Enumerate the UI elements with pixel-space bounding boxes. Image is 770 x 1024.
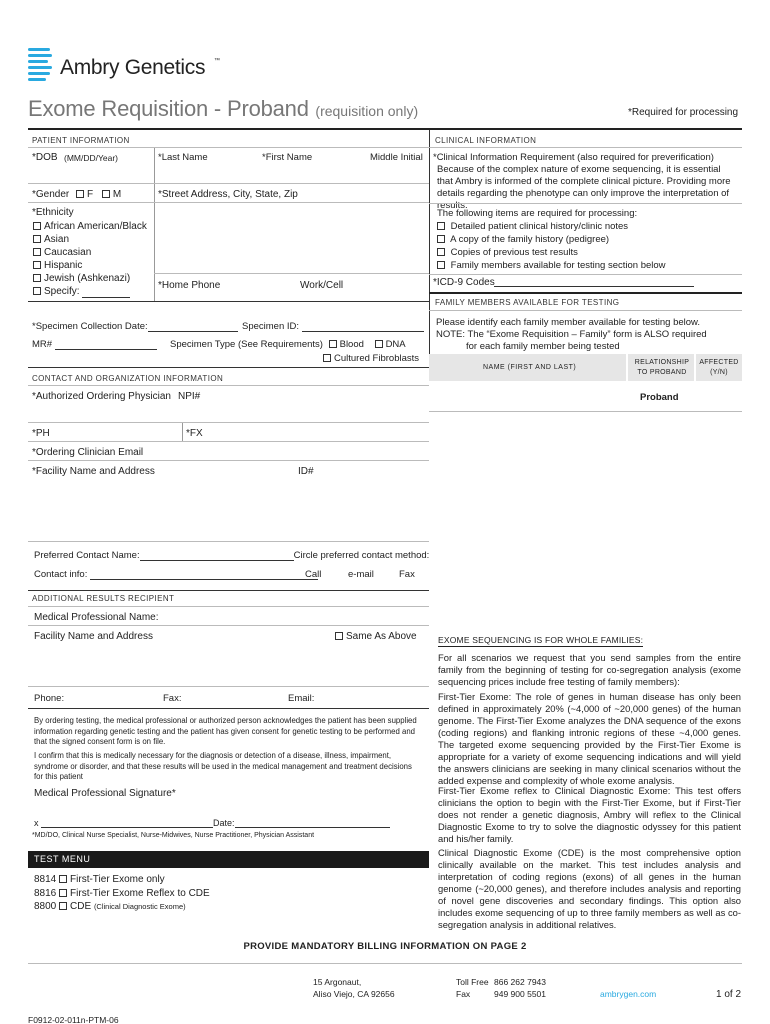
specimen-type-row: Specimen Type (See Requirements) Blood DNA	[170, 339, 406, 350]
home-phone-label: *Home Phone	[158, 280, 221, 291]
exome-reflex: First-Tier Exome reflex to Clinical Diagnostic Exome: This test offers clinicians the option to begin with the First-Tier Exome, but if First-Tier does not render a genetic diagnosis, Ambry will reflex to the Clinical Diagnostic Exome to try to solve the diagnostic odyssey for this patient and his/her family.	[438, 785, 742, 844]
ethnicity-list	[33, 220, 147, 298]
specimen-id-field[interactable]	[302, 331, 424, 332]
family-header: FAMILY MEMBERS AVAILABLE FOR TESTING	[435, 298, 620, 307]
clinical-header: CLINICAL INFORMATION	[435, 136, 537, 145]
form-id: F0912-02-011n-PTM-06	[28, 1015, 119, 1024]
gender-f-checkbox[interactable]	[76, 190, 84, 198]
physician-label: *Authorized Ordering Physician	[32, 391, 171, 402]
med-name-label: Medical Professional Name:	[34, 612, 159, 623]
test-option-8816[interactable]: 8816 First-Tier Exome Reflex to CDE	[34, 887, 210, 899]
proband-label: Proband	[640, 392, 679, 403]
icd-label: *ICD-9 Codes	[433, 277, 495, 288]
family-note2: for each family member being tested	[466, 341, 620, 352]
preferred-contact-row: Preferred Contact Name: Circle preferred contact method:	[34, 550, 430, 561]
col-affected: AFFECTED (Y/N)	[699, 359, 739, 376]
ethnicity-option[interactable]: Specify:	[33, 285, 147, 298]
ethnicity-option[interactable]: Caucasian	[33, 246, 147, 259]
signature-field[interactable]	[41, 827, 213, 828]
ethnicity-label: *Ethnicity	[32, 207, 74, 218]
additional-fax-label: Fax:	[163, 693, 182, 704]
preferred-contact-field[interactable]	[140, 560, 294, 561]
exome-heading: EXOME SEQUENCING IS FOR WHOLE FAMILIES:	[438, 635, 644, 645]
additional-facility-label: Facility Name and Address	[34, 631, 153, 642]
same-as-above[interactable]: Same As Above	[335, 631, 417, 642]
signature-footnote: *MD/DO, Clinical Nurse Specialist, Nurse-Midwives, Nurse Practitioner, Physician Assistant	[32, 832, 315, 839]
test-menu-header: TEST MENU	[28, 851, 429, 868]
fibroblasts-row[interactable]: Cultured Fibroblasts	[323, 353, 419, 364]
middle-initial-label: Middle Initial	[370, 152, 423, 163]
website-link[interactable]: ambrygen.com	[600, 989, 657, 999]
npi-label: NPI#	[178, 391, 201, 402]
billing-notice: PROVIDE MANDATORY BILLING INFORMATION ON PAGE 2	[243, 941, 527, 952]
icd-field[interactable]	[494, 275, 694, 287]
consent-text-1: By ordering testing, the medical professional or authorized person acknowledges the patient has been supplied information regarding genetic testing and the patient has given consent for genetic testing to be performed and that the signed consent form is on file.	[34, 716, 417, 746]
col-name: NAME (FIRST AND LAST)	[483, 364, 577, 371]
exome-cde: Clinical Diagnostic Exome (CDE) is the most comprehensive option clinically available on the market. This test includes analysis and interpretation of coding regions (exons) of all genes in the human genome (~20,000 genes), and therefore includes analysis and reporting of novel gene discoveries and secondary findings. This option also includes exome sequencing of up to three family members as well as co-segregation analysis in additional relatives.	[438, 847, 742, 930]
logo-text: Ambry Genetics	[60, 56, 206, 79]
fx-label: *FX	[186, 428, 203, 439]
collection-date-field[interactable]	[148, 331, 238, 332]
title-sub: (requisition only)	[315, 103, 419, 119]
ethnicity-option[interactable]: Jewish (Ashkenazi)	[33, 272, 147, 285]
ethnicity-option[interactable]: Asian	[33, 233, 147, 246]
signature-row: x Date:	[34, 818, 390, 828]
contact-email[interactable]: e-mail	[348, 569, 374, 580]
fax-number: 949 900 5501	[494, 989, 546, 999]
dna-checkbox[interactable]	[375, 340, 383, 348]
contact-fax[interactable]: Fax	[399, 569, 415, 580]
gender-m-checkbox[interactable]	[102, 190, 110, 198]
facility-label: *Facility Name and Address	[32, 466, 155, 477]
footer-address-1: 15 Argonaut,	[313, 977, 362, 987]
clinical-items-title: The following items are required for processing:	[437, 208, 638, 219]
family-line1: Please identify each family member available for testing below.	[436, 317, 701, 328]
contact-header: CONTACT AND ORGANIZATION INFORMATION	[32, 374, 224, 383]
page-title	[28, 96, 418, 122]
title-main: Exome Requisition - Proband	[28, 96, 309, 121]
required-note: *Required for processing	[628, 107, 739, 118]
consent-text-2: I confirm that this is medically necessary for the diagnosis or detection of a disease, illness, impairment, syndrome or disorder, and that these results will be used in the medical management and treatment decisions for this patient	[34, 751, 412, 781]
additional-phone-label: Phone:	[34, 693, 65, 704]
contact-info-row: Contact info:	[34, 569, 318, 580]
dob-label: *DOB	[32, 152, 58, 163]
col-relationship: RELATIONSHIP TO PROBAND	[634, 359, 690, 376]
logo-tm: ™	[214, 58, 220, 64]
additional-header: ADDITIONAL RESULTS RECIPIENT	[32, 594, 175, 603]
ethnicity-option[interactable]: Hispanic	[33, 259, 147, 272]
exome-intro: For all scenarios we request that you send samples from the entire family from the beginning of testing for co-segregation analysis (exome sequencing prices include free testing of family members):	[438, 652, 741, 687]
logo-mark-icon	[28, 46, 54, 82]
first-name-label: *First Name	[262, 152, 313, 163]
tollfree-number: 866 262 7943	[494, 977, 546, 987]
exome-first-tier: First-Tier Exome: The role of genes in human disease has only been defined in approximately 20% (~4,000 of ~20,000 genes) of the human genome. The First-Tier Exome analyzes the DNA sequence of the exons (coding regions) and flanking intronic regions of these ~4,000 genes. The targeted exome sequencing provided by the First-Tier Exome is appropriate for a variety of exome sequencing indications and will yield the answers clinicians are seeking in many clinical scenarios without the added expense and complexity of whole exome analysis.	[438, 691, 742, 786]
contact-call[interactable]: Call	[305, 569, 322, 580]
family-note: NOTE: The “Exome Requisition – Family” form is ALSO required	[436, 329, 707, 340]
work-cell-label: Work/Cell	[300, 280, 344, 291]
last-name-label: *Last Name	[158, 152, 208, 163]
test-option-8814[interactable]: 8814 First-Tier Exome only	[34, 874, 165, 885]
footer-address-2: Aliso Viejo, CA 92656	[313, 989, 395, 999]
clinical-item[interactable]: A copy of the family history (pedigree)	[437, 233, 666, 246]
mr-row: MR#	[32, 339, 157, 350]
gender-label: *Gender F M	[32, 189, 122, 200]
mr-field[interactable]	[55, 349, 157, 350]
test-menu-list	[34, 873, 210, 914]
tollfree-label: Toll Free	[456, 977, 489, 987]
additional-email-label: Email:	[288, 693, 315, 704]
specimen-collection-row: *Specimen Collection Date:	[32, 321, 238, 332]
test-option-8800[interactable]: 8800 CDE (Clinical Diagnostic Exome)	[34, 901, 186, 912]
fax-label: Fax	[456, 989, 471, 999]
clinician-email-label: *Ordering Clinician Email	[32, 447, 144, 458]
clinical-items	[437, 220, 666, 272]
patient-header: PATIENT INFORMATION	[32, 136, 130, 145]
signature-label: Medical Professional Signature*	[34, 788, 176, 799]
clinical-req-title: *Clinical Information Requirement (also required for preverification)	[433, 152, 714, 163]
address-label: *Street Address, City, State, Zip	[158, 189, 298, 200]
id-label: ID#	[298, 466, 314, 477]
page-number: 1 of 2	[716, 989, 742, 1000]
logo	[28, 46, 228, 86]
clinical-req-text: Because of the complex nature of exome sequencing, it is essential that Ambry is informed of the complete clinical picture. Providing more details regarding the phenotype can only improve the interpretation of results.	[437, 164, 731, 211]
specimen-id-row: Specimen ID:	[242, 321, 424, 332]
clinical-item[interactable]: Copies of previous test results	[437, 246, 666, 259]
signature-date-field[interactable]	[235, 827, 390, 828]
ph-label: *PH	[32, 428, 50, 439]
clinical-item[interactable]: Family members available for testing section below	[437, 259, 666, 272]
clinical-item[interactable]: Detailed patient clinical history/clinic notes	[437, 220, 666, 233]
blood-checkbox[interactable]	[329, 340, 337, 348]
dob-format: (MM/DD/Year)	[64, 153, 118, 163]
contact-info-field[interactable]	[90, 579, 318, 580]
ethnicity-option[interactable]: African American/Black	[33, 220, 147, 233]
